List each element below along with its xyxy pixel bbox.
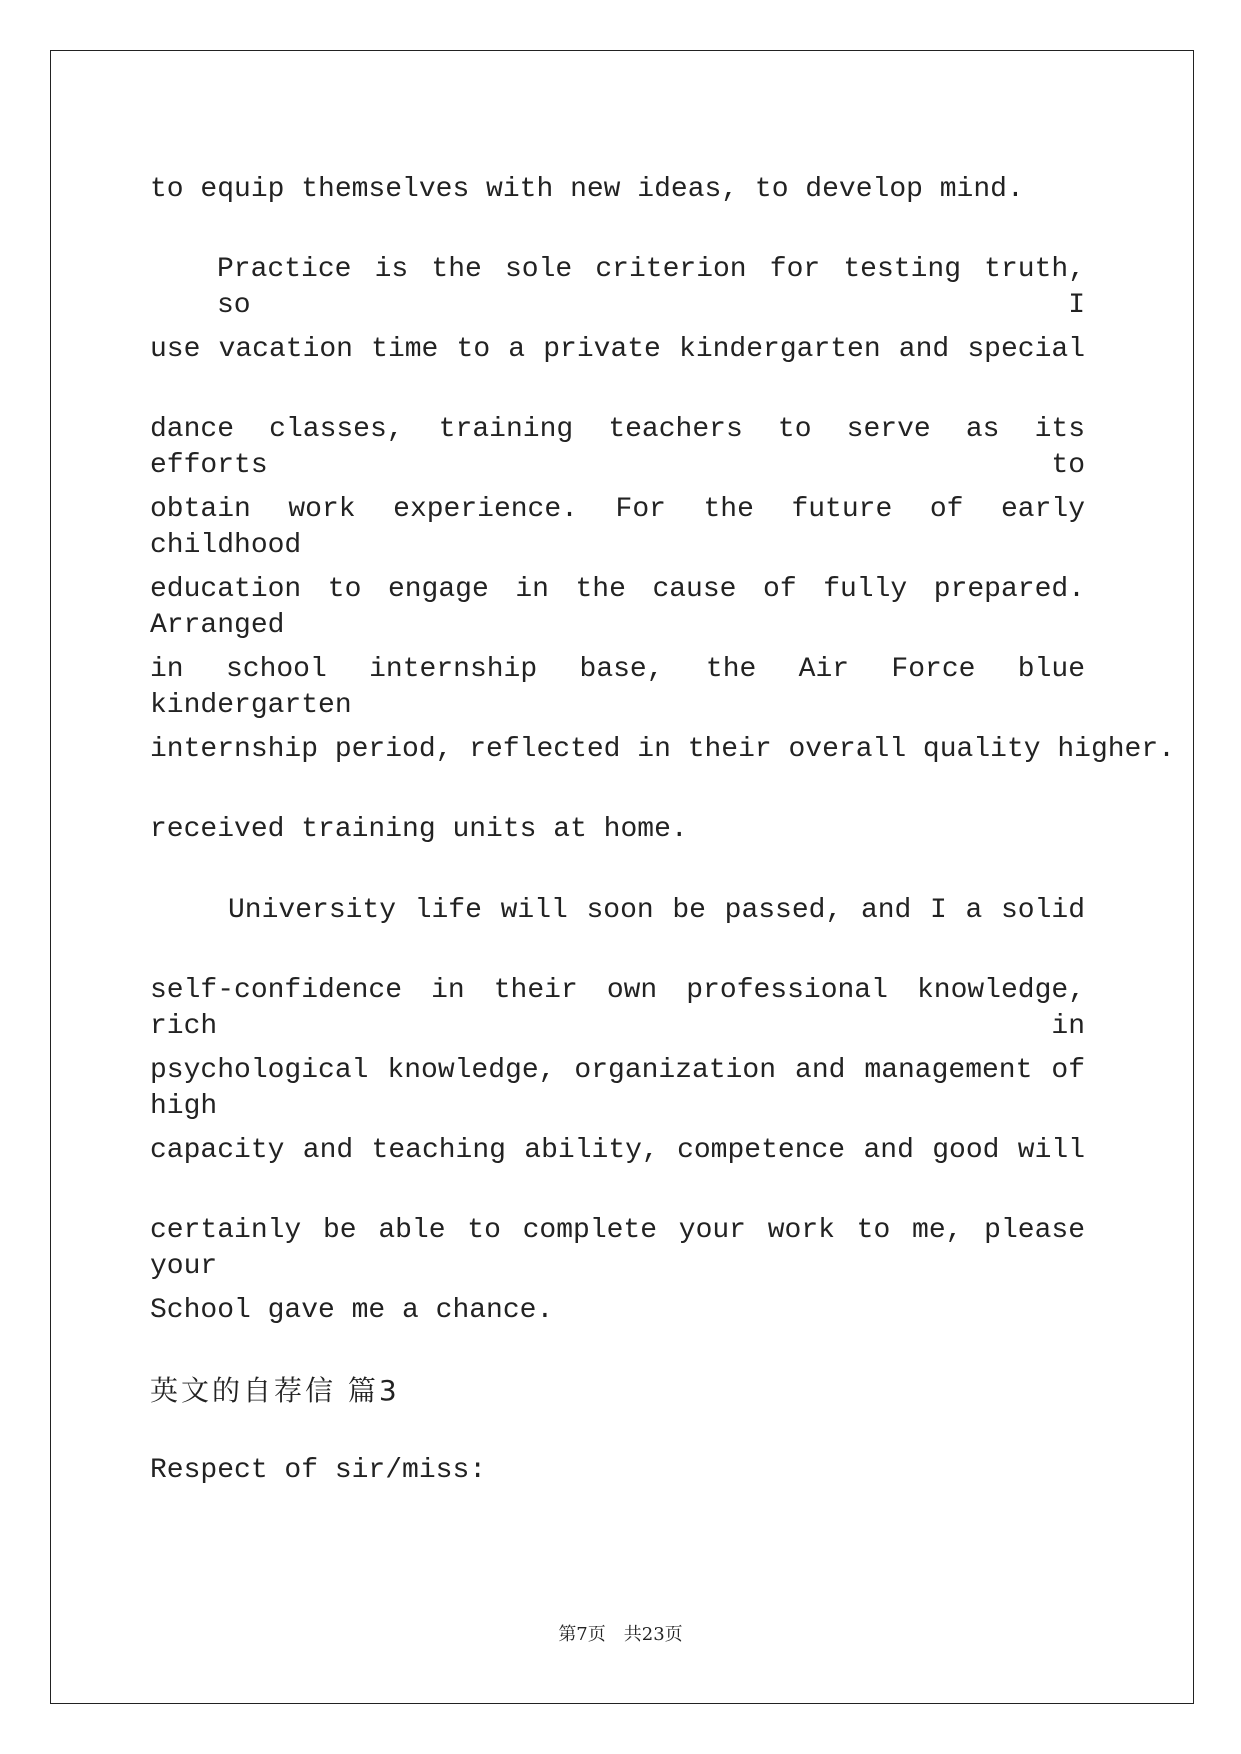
text-line: received training units at home. xyxy=(150,814,688,845)
text-line: psychological knowledge, organization and management of high xyxy=(150,1055,1085,1122)
text-line: obtain work experience. For the future of early childhood xyxy=(150,494,1085,561)
paragraph-start-line: Practice is the sole criterion for testing truth, so I xyxy=(217,254,1085,321)
paragraph-start-line: University life will soon be passed, and I a solid xyxy=(228,895,1085,926)
text-line: self-confidence in their own professional knowledge, rich in xyxy=(150,975,1085,1042)
text-line: use vacation time to a private kindergarten and special xyxy=(150,334,1085,365)
text-line: to equip themselves with new ideas, to develop mind. xyxy=(150,174,1024,205)
section-heading: 英文的自荐信 篇3 xyxy=(150,1374,400,1407)
text-line: education to engage in the cause of fully prepared. Arranged xyxy=(150,574,1085,641)
page-number-footer: 第7页 共23页 xyxy=(558,1624,683,1645)
text-line: certainly be able to complete your work to me, please your xyxy=(150,1215,1085,1282)
text-line: School gave me a chance. xyxy=(150,1295,554,1326)
text-line: dance classes, training teachers to serve as its efforts to xyxy=(150,414,1085,481)
salutation-line: Respect of sir/miss: xyxy=(150,1455,487,1486)
text-line: capacity and teaching ability, competence and good will xyxy=(150,1135,1085,1166)
text-line: internship period, reflected in their overall quality higher. xyxy=(150,734,1175,765)
text-line: in school internship base, the Air Force blue kindergarten xyxy=(150,654,1085,721)
